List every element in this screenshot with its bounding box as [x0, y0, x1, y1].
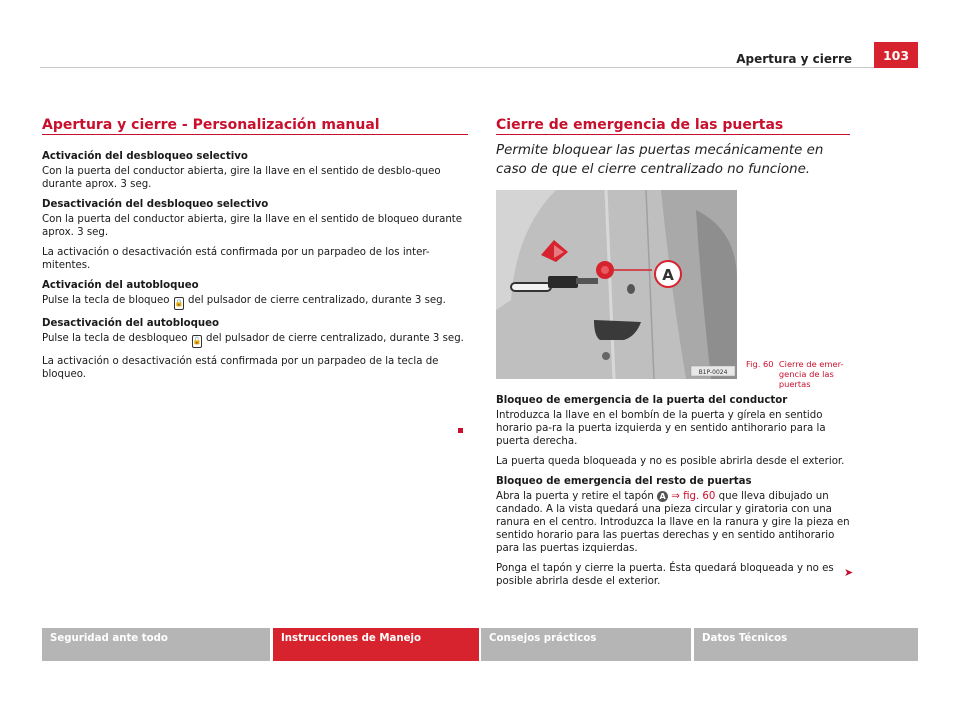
right-section-title: Cierre de emergencia de las puertas [496, 117, 784, 133]
selective-unlock-off-heading: Desactivación del desbloqueo selectivo [42, 199, 269, 210]
driver-door-text: Introduzca la llave en el bombín de la puerta y gírela en sentido horario pa-ra la puerta izquierda y en sentido antihorario para la puerta derecha. [496, 410, 826, 447]
callout-a-badge: A [657, 491, 668, 502]
other-doors-text [496, 490, 852, 555]
left-section-title: Apertura y cierre - Personalización manual [42, 117, 380, 133]
fig-60-link[interactable]: ⇒ fig. 60 [671, 491, 716, 502]
selective-unlock-on-heading: Activación del desbloqueo selectivo [42, 151, 248, 162]
footer-tab-tips[interactable]: Consejos prácticos [481, 628, 691, 661]
footer-tab-safety[interactable]: Seguridad ante todo [42, 628, 270, 661]
other-doors-text-end: que lleva dibujado un candado. A la vista quedará una pieza circular y giratoria con una ranura en el centro. Introduzca la llave en la ranura y gire la pieza en sentido horario para las puertas derechas y en sentido antihorario para las puertas izquierdas. [496, 491, 850, 554]
header-rule [40, 67, 918, 68]
door-lock-figure [496, 190, 737, 379]
driver-door-note: La puerta queda bloqueada y no es posible abrirla desde el exterior. [496, 456, 845, 467]
autolock-off-heading: Desactivación del autobloqueo [42, 318, 220, 329]
autolock-off-text [42, 332, 468, 348]
autolock-on-heading: Activación del autobloqueo [42, 280, 199, 291]
intro-text: Permite bloquear las puertas mecánicamente en caso de que el cierre centralizado no funcione. [496, 143, 824, 177]
unlock-key-icon: 🔓 [192, 335, 202, 348]
autolock-off-text-before: Pulse la tecla de desbloqueo [42, 333, 188, 344]
autolock-off-text-after: del pulsador de cierre centralizado, durante 3 seg. [206, 333, 464, 344]
figure-callout-a: A [662, 266, 674, 284]
autolock-on-text-after: del pulsador de cierre centralizado, durante 3 seg. [187, 295, 446, 306]
figure-caption-label: Fig. 60 [746, 359, 774, 369]
continue-arrow-icon: ➤ [844, 566, 854, 579]
footer-tab-technical-data[interactable]: Datos Técnicos [694, 628, 918, 661]
footer-tab-operation[interactable]: Instrucciones de Manejo [273, 628, 479, 661]
door-lock-illustration [496, 190, 737, 379]
left-title-rule [42, 134, 468, 135]
other-doors-heading: Bloqueo de emergencia del resto de puertas [496, 476, 752, 487]
section-title: Apertura y cierre [736, 52, 852, 66]
final-note: Ponga el tapón y cierre la puerta. Ésta quedará bloqueada y no es posible abrirla desde el exterior. [496, 563, 834, 587]
right-title-rule [496, 134, 850, 135]
autolock-on-text [42, 294, 468, 310]
other-doors-text-start: Abra la puerta y retire el tapón [496, 491, 654, 502]
autolock-on-text-before: Pulse la tecla de bloqueo [42, 295, 170, 306]
lock-key-icon: 🔒 [174, 297, 184, 310]
right-column-body [496, 394, 852, 595]
figure-caption-text: Cierre de emer-gencia de las puertas [778, 359, 844, 389]
driver-door-heading: Bloqueo de emergencia de la puerta del conductor [496, 395, 788, 406]
confirm-key-blink-text: La activación o desactivación está confirmada por un parpadeo de la tecla de bloqueo. [42, 356, 439, 380]
figure-caption [746, 359, 863, 389]
end-of-section-marker [458, 418, 463, 437]
selective-unlock-on-text: Con la puerta del conductor abierta, gire la llave en el sentido de desblo-queo durante aprox. 3 seg. [42, 166, 441, 190]
selective-unlock-off-text: Con la puerta del conductor abierta, gire la llave en el sentido de bloqueo durante aprox. 3 seg. [42, 214, 463, 238]
confirm-blink-text: La activación o desactivación está confirmada por un parpadeo de los inter-mitentes. [42, 247, 430, 271]
figure-code: B1P-0024 [698, 369, 728, 376]
left-column [42, 150, 468, 388]
page-number: 103 [874, 42, 918, 68]
